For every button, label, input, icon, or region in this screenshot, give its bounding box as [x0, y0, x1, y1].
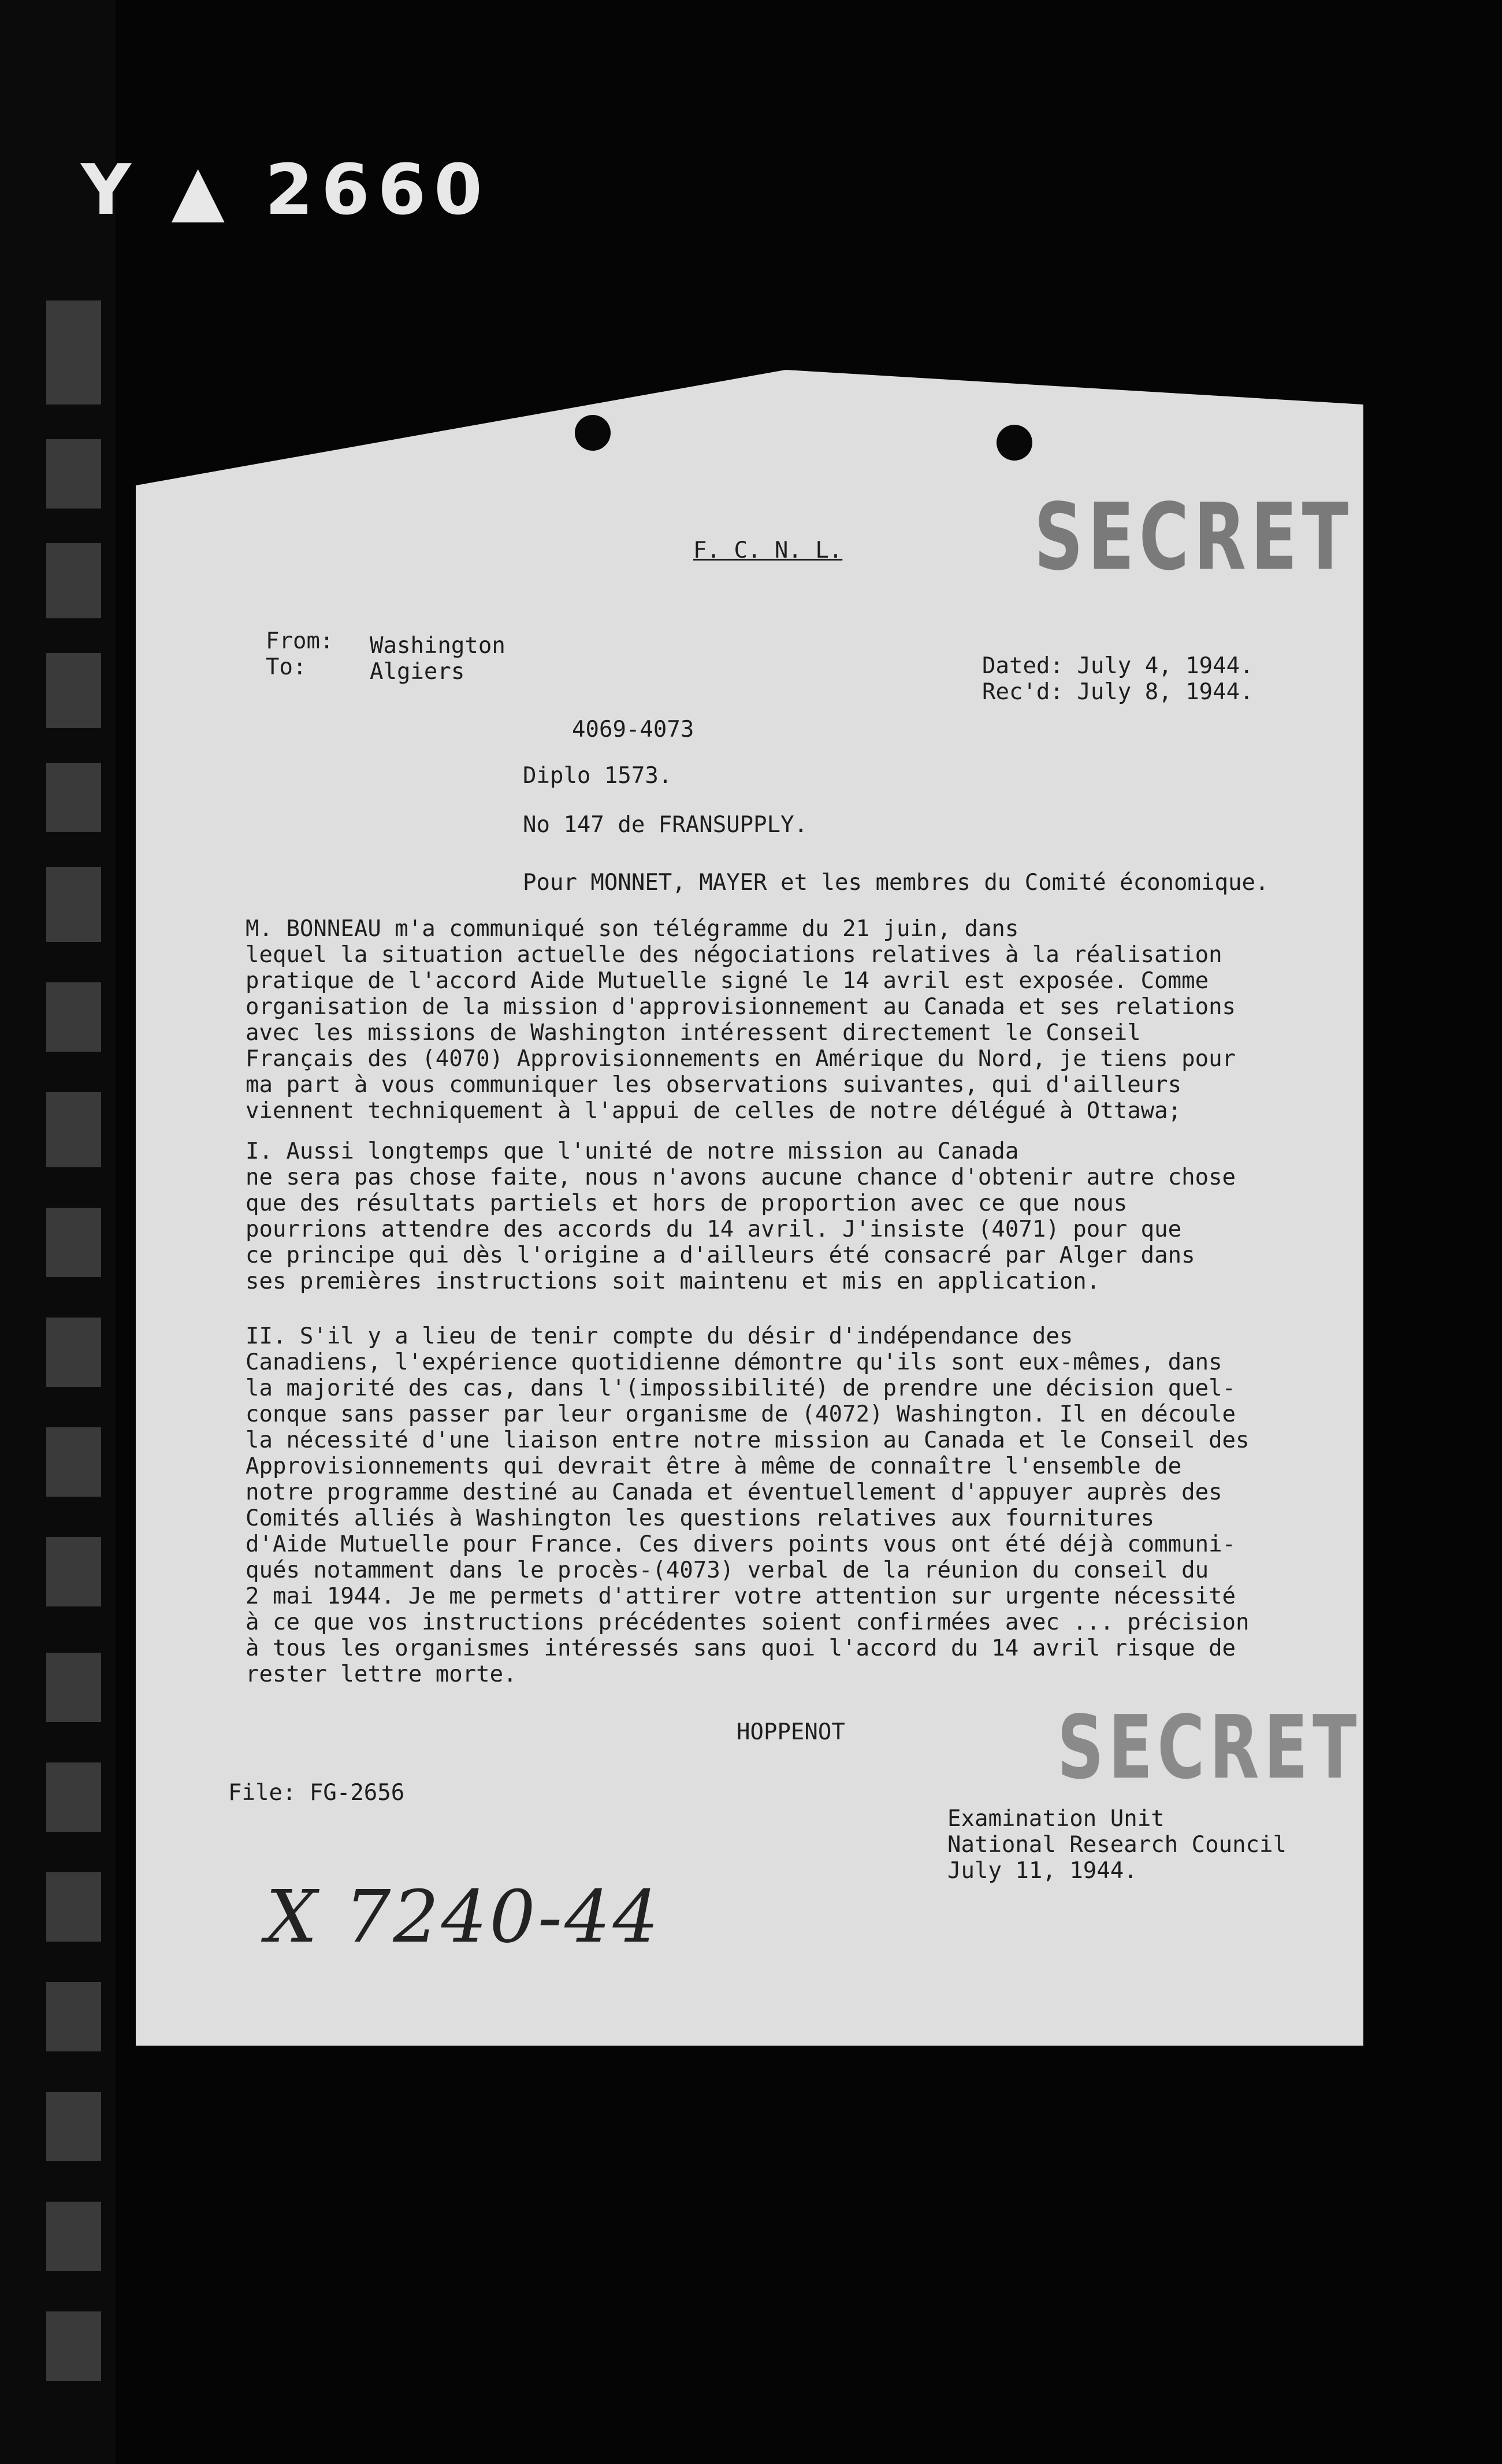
film-strip [0, 0, 116, 2464]
film-frame [46, 300, 101, 405]
body-line: ma part à vous communiquer les observations suivantes, qui d'ailleurs [246, 1072, 1182, 1098]
punch-hole [575, 415, 611, 451]
film-frame [46, 2202, 101, 2271]
footer-unit: Examination Unit [947, 1806, 1165, 1832]
body-line: qués notamment dans le procès-(4073) verbal de la réunion du conseil du [246, 1557, 1209, 1583]
film-frame [46, 1653, 101, 1722]
body-line: ne sera pas chose faite, nous n'avons aucune chance d'obtenir autre chose [246, 1164, 1236, 1190]
body-line: d'Aide Mutuelle pour France. Ces divers points vous ont été déjà communi- [246, 1531, 1236, 1557]
footer-date: July 11, 1944. [947, 1858, 1137, 1884]
body-line: la majorité des cas, dans l'(impossibilité) de prendre une décision quel- [246, 1375, 1236, 1401]
film-frame [46, 1092, 101, 1167]
body-line: ses premières instructions soit maintenu et mis en application. [246, 1268, 1101, 1294]
handwritten-number: X 7240-44 [266, 1875, 661, 1959]
film-frame [46, 543, 101, 618]
body-line: conque sans passer par leur organisme de (4072) Washington. Il en découle [246, 1401, 1236, 1427]
body-line: notre programme destiné au Canada et éventuellement d'appuyer auprès des [246, 1479, 1222, 1505]
body-line: Canadiens, l'expérience quotidienne démontre qu'ils sont eux-mêmes, dans [246, 1349, 1222, 1375]
body-line: à ce que vos instructions précédentes soient confirmées avec ... précision [246, 1609, 1250, 1635]
body-line: organisation de la mission d'approvisionnement au Canada et ses relations [246, 994, 1236, 1020]
body-line: Approvisionnements qui devrait être à même de connaître l'ensemble de [246, 1453, 1182, 1479]
body-line: pratique de l'accord Aide Mutuelle signé le 14 avril est exposée. Comme [246, 968, 1209, 994]
addressees: Pour MONNET, MAYER et les membres du Comité économique. [523, 870, 1269, 896]
secret-stamp-bottom: SECRET [1057, 1697, 1362, 1799]
body-line: Français des (4070) Approvisionnements en Amérique du Nord, je tiens pour [246, 1046, 1236, 1072]
film-frame [46, 1208, 101, 1277]
to-value: Algiers [370, 659, 465, 685]
body-line: 2 mai 1944. Je me permets d'attirer votre attention sur urgente nécessité [246, 1583, 1236, 1609]
from-label: From: [266, 628, 334, 654]
body-line: Comités alliés à Washington les questions relatives aux fournitures [246, 1505, 1155, 1531]
paragraph-one [246, 1138, 1366, 1294]
document-title: F. C. N. L. [693, 537, 843, 563]
from-value: Washington [370, 633, 505, 659]
film-frame [46, 1872, 101, 1942]
film-frame [46, 653, 101, 728]
diplo-line: Diplo 1573. [523, 763, 672, 789]
paragraph-two [246, 1323, 1366, 1687]
body-line: avec les missions de Washington intéressent directement le Conseil [246, 1020, 1141, 1046]
film-frame [46, 763, 101, 832]
reference-number: 4069-4073 [572, 717, 694, 743]
film-frame [46, 1318, 101, 1387]
signature: HOPPENOT [737, 1719, 845, 1745]
punch-hole [997, 425, 1032, 461]
received-line: Rec'd: July 8, 1944. [982, 679, 1254, 705]
message-number: No 147 de FRANSUPPLY. [523, 812, 808, 838]
body-line: lequel la situation actuelle des négociations relatives à la réalisation [246, 942, 1222, 968]
body-line: à tous les organismes intéressés sans quoi l'accord du 14 avril risque de [246, 1635, 1236, 1661]
film-frame [46, 2311, 101, 2381]
body-line: II. S'il y a lieu de tenir compte du désir d'indépendance des [246, 1323, 1073, 1349]
file-reference: File: FG-2656 [228, 1780, 405, 1806]
reel-label: Y ▲ 2660 [81, 150, 490, 231]
film-frame [46, 1762, 101, 1832]
film-frame [46, 1427, 101, 1497]
body-line: la nécessité d'une liaison entre notre mission au Canada et le Conseil des [246, 1427, 1250, 1453]
film-frame [46, 1537, 101, 1606]
body-line: rester lettre morte. [246, 1661, 517, 1687]
body-line: M. BONNEAU m'a communiqué son télégramme du 21 juin, dans [246, 916, 1019, 942]
dated-line: Dated: July 4, 1944. [982, 653, 1254, 679]
film-frame [46, 1982, 101, 2051]
body-line: ce principe qui dès l'origine a d'ailleurs été consacré par Alger dans [246, 1242, 1195, 1268]
body-line: viennent techniquement à l'appui de celles de notre délégué à Ottawa; [246, 1098, 1182, 1124]
paragraph-intro [246, 916, 1366, 1124]
footer-council: National Research Council [947, 1832, 1287, 1858]
secret-stamp-top: SECRET [1034, 483, 1354, 591]
to-label: To: [266, 654, 307, 680]
film-frame [46, 867, 101, 942]
body-line: pourrions attendre des accords du 14 avril. J'insiste (4071) pour que [246, 1216, 1182, 1242]
film-frame [46, 439, 101, 509]
film-frame [46, 2092, 101, 2161]
film-frame [46, 982, 101, 1052]
body-line: I. Aussi longtemps que l'unité de notre mission au Canada [246, 1138, 1019, 1164]
body-line: que des résultats partiels et hors de proportion avec ce que nous [246, 1190, 1128, 1216]
